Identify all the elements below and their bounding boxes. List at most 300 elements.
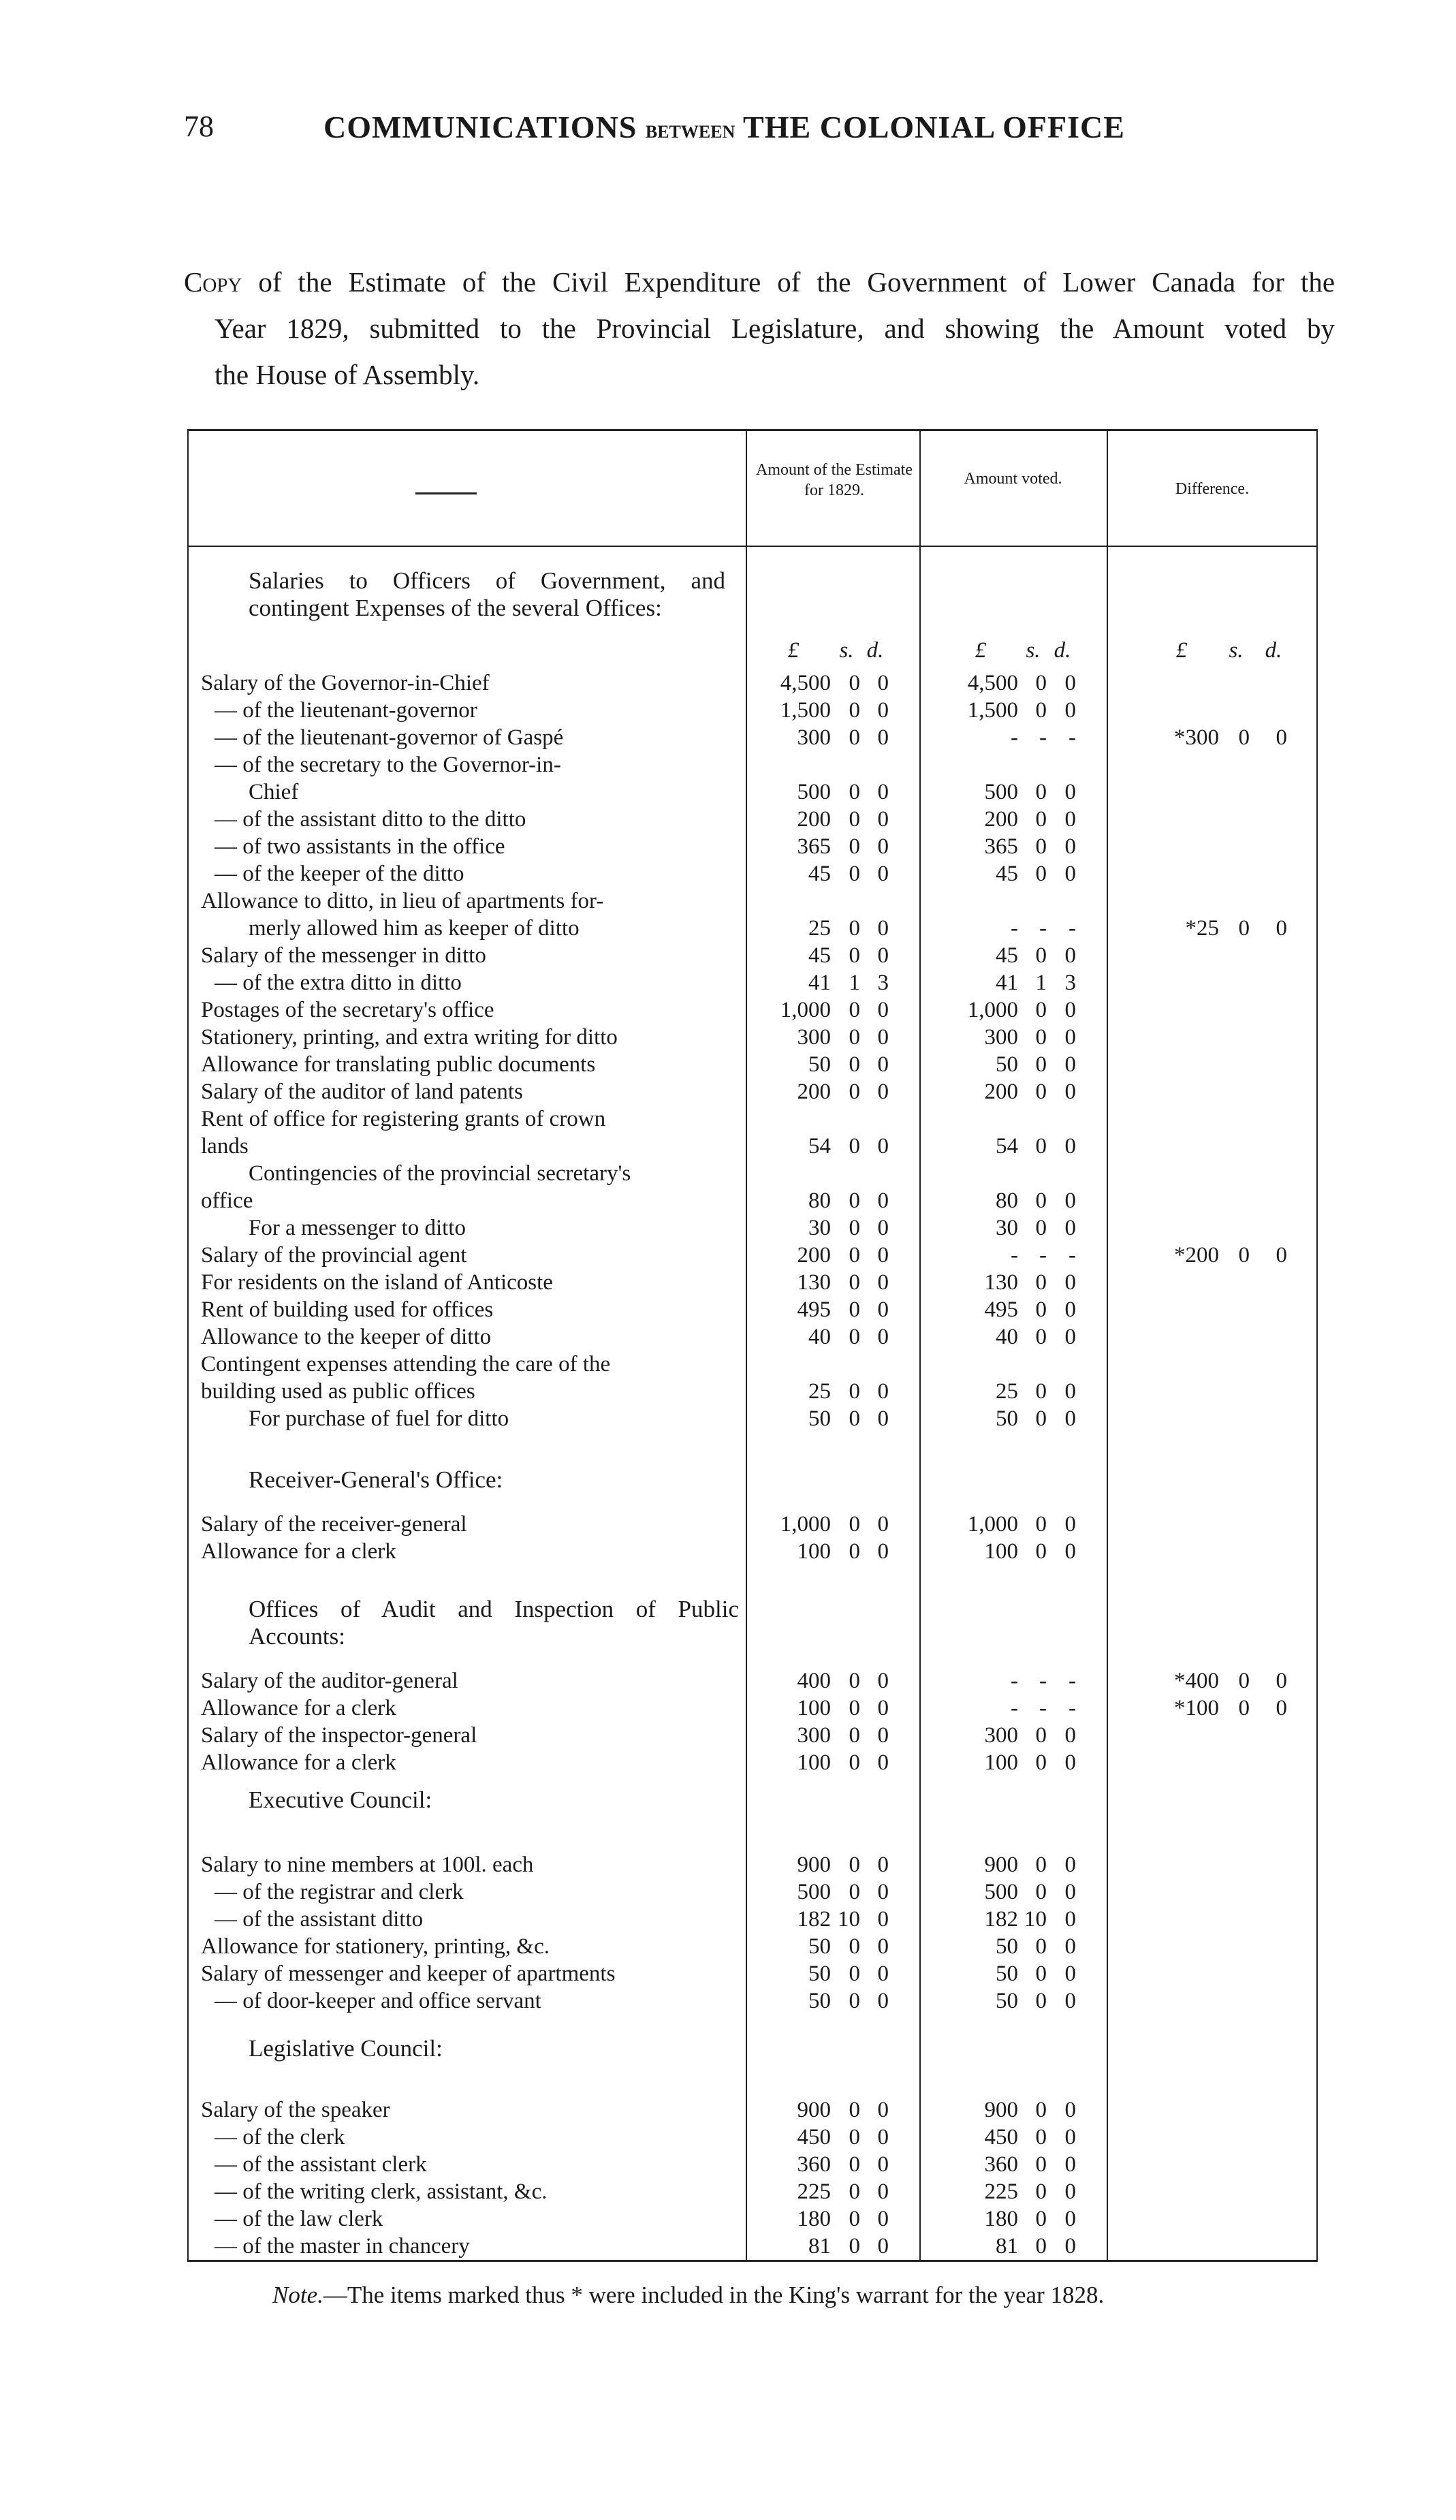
header-rule (187, 546, 1318, 547)
cell-est-shillings: 0 (849, 671, 860, 695)
cell-est-pence: 0 (877, 2179, 889, 2204)
cell-est-pence: 0 (877, 2152, 889, 2177)
cell-voted-pounds: 1,000 (967, 998, 1018, 1022)
row-label: Chief (249, 780, 299, 804)
cell-est-pounds: 100 (797, 1696, 831, 1720)
cell-voted-shillings: 0 (1035, 1853, 1047, 1877)
cell-est-pounds: 50 (808, 1934, 831, 1959)
cell-voted-pence: 0 (1064, 780, 1076, 804)
table-row (187, 1933, 1318, 1960)
table-row (187, 1214, 1318, 1242)
table-row (187, 1187, 1318, 1214)
cell-voted-pounds: 50 (996, 1406, 1018, 1431)
cell-voted-pounds: 1,500 (967, 698, 1018, 723)
table-row (187, 2124, 1318, 2151)
cell-est-shillings: 0 (849, 1962, 860, 1986)
cell-est-shillings: 0 (849, 698, 860, 723)
cell-est-pence: 0 (877, 998, 889, 1022)
cell-voted-pounds: - (1011, 1696, 1018, 1720)
cell-est-pence: 0 (877, 1134, 889, 1159)
cell-diff-pounds: *100 (1174, 1696, 1219, 1720)
row-label: Salary of the receiver-general (201, 1512, 467, 1537)
cell-voted-shillings: - (1039, 1669, 1047, 1693)
cell-est-pence: 0 (877, 1696, 889, 1720)
running-title-part2: THE COLONIAL OFFICE (743, 110, 1125, 144)
cell-voted-pounds: 41 (996, 971, 1018, 995)
cell-voted-pounds: 50 (996, 1989, 1018, 2013)
cell-voted-shillings: 0 (1035, 1723, 1047, 1748)
header-dash (415, 492, 477, 494)
cell-est-shillings: 0 (849, 1325, 860, 1349)
cell-est-shillings: 0 (849, 1406, 860, 1431)
cell-voted-pounds: 180 (984, 2207, 1018, 2231)
cell-voted-pence: 0 (1064, 998, 1076, 1022)
cell-est-shillings: 10 (838, 1907, 860, 1932)
cell-est-pounds: 500 (797, 780, 831, 804)
running-title (323, 109, 1125, 145)
cell-est-pounds: 450 (797, 2125, 831, 2149)
cell-est-pounds: 1,000 (780, 1512, 831, 1537)
cell-est-pence: 0 (877, 1325, 889, 1349)
estimate-table (187, 429, 1318, 2262)
table-row (187, 1024, 1318, 1051)
cell-diff-pounds: *25 (1185, 916, 1219, 941)
row-label: — of the assistant ditto to the ditto (215, 807, 526, 832)
cell-voted-pounds: 100 (984, 1750, 1018, 1775)
cell-voted-shillings: 0 (1035, 1379, 1047, 1404)
table-row (187, 1511, 1318, 1538)
cell-est-pounds: 100 (797, 1539, 831, 1564)
row-label: — of the assistant clerk (215, 2152, 427, 2177)
row-label: Contingent expenses attending the care of the (201, 1352, 611, 1376)
cell-est-pounds: 200 (797, 1243, 831, 1267)
cell-est-pence: 0 (877, 2234, 889, 2258)
table-row (187, 1296, 1318, 1323)
cell-voted-pence: 0 (1064, 2179, 1076, 2204)
cell-est-pounds: 4,500 (780, 671, 831, 695)
cell-voted-shillings: 0 (1035, 1134, 1047, 1159)
row-label: Postages of the secretary's office (201, 998, 494, 1022)
cell-voted-pence: 0 (1064, 2098, 1076, 2122)
cell-voted-shillings: 0 (1035, 2234, 1047, 2258)
cell-est-pounds: 50 (808, 1406, 831, 1431)
cell-voted-pence: 0 (1064, 1052, 1076, 1077)
table-row (187, 1078, 1318, 1105)
cell-voted-pounds: 45 (996, 943, 1018, 968)
cell-est-shillings: 0 (849, 943, 860, 968)
cell-voted-pence: 0 (1064, 1989, 1076, 2013)
cell-diff-pence: 0 (1276, 1669, 1287, 1693)
row-label: — of the secretary to the Governor-in- (215, 753, 561, 777)
table-row (187, 1351, 1318, 1378)
table-row (187, 1105, 1318, 1133)
row-label: Allowance for a clerk (201, 1696, 396, 1720)
cell-est-pounds: 180 (797, 2207, 831, 2231)
cell-voted-pence: - (1069, 916, 1076, 941)
caption-line-1 (184, 259, 1335, 305)
table-row (187, 1160, 1318, 1187)
cell-est-shillings: 0 (849, 862, 860, 886)
table-row (187, 697, 1318, 724)
cell-est-shillings: 0 (849, 834, 860, 859)
cell-est-pence: 0 (877, 1853, 889, 1877)
row-label: Salary of the Governor-in-Chief (201, 671, 490, 695)
row-label: Allowance for a clerk (201, 1539, 396, 1564)
table-row (187, 778, 1318, 806)
row-label: Salary to nine members at 100l. each (201, 1853, 534, 1877)
cell-diff-shillings: 0 (1238, 1243, 1250, 1267)
row-label: For residents on the island of Anticoste (201, 1270, 553, 1295)
currency-symbol-shillings: s. (1026, 638, 1041, 663)
cell-est-pounds: 495 (797, 1297, 831, 1322)
cell-voted-pence: 0 (1064, 1297, 1076, 1322)
cell-est-shillings: 0 (849, 1080, 860, 1104)
cell-est-pounds: 45 (808, 862, 831, 886)
cell-voted-pounds: 500 (984, 780, 1018, 804)
cell-voted-pounds: 130 (984, 1270, 1018, 1295)
cell-voted-pounds: 54 (996, 1134, 1018, 1159)
currency-symbol-shillings: s. (839, 638, 854, 663)
table-row (187, 969, 1318, 996)
cell-est-shillings: 0 (849, 998, 860, 1022)
cell-est-pence: 0 (877, 1379, 889, 1404)
cell-voted-pence: 0 (1064, 1025, 1076, 1050)
cell-est-shillings: 0 (849, 1723, 860, 1748)
cell-est-shillings: 0 (849, 2125, 860, 2149)
currency-symbol-pence: d. (1265, 638, 1282, 663)
cell-est-pence: 0 (877, 725, 889, 750)
cell-diff-pence: 0 (1276, 1243, 1287, 1267)
cell-est-shillings: 0 (849, 1243, 860, 1267)
row-label: Stationery, printing, and extra writing for ditto (201, 1025, 618, 1050)
cell-voted-pounds: 360 (984, 2152, 1018, 2177)
cell-est-pounds: 900 (797, 2098, 831, 2122)
cell-voted-shillings: 0 (1035, 1539, 1047, 1564)
cell-est-pence: 0 (877, 1052, 889, 1077)
cell-est-pounds: 225 (797, 2179, 831, 2204)
cell-diff-pounds: *200 (1174, 1243, 1219, 1267)
cell-voted-pence: 0 (1064, 1080, 1076, 1104)
header-voted: Amount voted. (964, 470, 1062, 488)
cell-voted-pence: 0 (1064, 1880, 1076, 1904)
row-label: — of door-keeper and office servant (215, 1989, 541, 2013)
cell-est-pence: 0 (877, 1750, 889, 1775)
cell-est-pence: 0 (877, 1406, 889, 1431)
cell-voted-pence: 0 (1064, 1750, 1076, 1775)
table-row (187, 2233, 1318, 2260)
document-caption (184, 259, 1335, 398)
cell-voted-pounds: 80 (996, 1188, 1018, 1213)
section-title: Executive Council: (249, 1786, 432, 1813)
row-label: — of the writing clerk, assistant, &c. (215, 2179, 548, 2204)
cell-voted-pence: 0 (1064, 1379, 1076, 1404)
cell-voted-pence: 0 (1064, 1723, 1076, 1748)
cell-voted-pence: 0 (1064, 1512, 1076, 1537)
cell-voted-pounds: - (1011, 916, 1018, 941)
cell-voted-shillings: 0 (1035, 671, 1047, 695)
table-row (187, 1695, 1318, 1722)
footnote (272, 2282, 1104, 2309)
cell-voted-pence: 0 (1064, 698, 1076, 723)
cell-est-shillings: 0 (849, 1052, 860, 1077)
cell-est-pence: 0 (877, 1025, 889, 1050)
cell-voted-shillings: 0 (1035, 1512, 1047, 1537)
cell-est-pounds: 1,500 (780, 698, 831, 723)
cell-voted-pounds: 25 (996, 1379, 1018, 1404)
cell-voted-pence: 0 (1064, 1539, 1076, 1564)
cell-est-pence: 0 (877, 1512, 889, 1537)
row-label: For a messenger to ditto (249, 1216, 466, 1240)
cell-est-pence: 0 (877, 1270, 889, 1295)
cell-diff-pounds: *400 (1174, 1669, 1219, 1693)
table-row (187, 915, 1318, 942)
cell-est-pence: 3 (877, 971, 889, 995)
row-label: Rent of office for registering grants of crown (201, 1107, 606, 1131)
cell-diff-shillings: 0 (1238, 725, 1250, 750)
cell-voted-shillings: 0 (1035, 2207, 1047, 2231)
cell-est-pounds: 182 (797, 1907, 831, 1932)
cell-est-pence: 0 (877, 1669, 889, 1693)
row-label: — of the registrar and clerk (215, 1880, 464, 1904)
cell-est-shillings: 0 (849, 2234, 860, 2258)
currency-symbol-pounds: £ (1175, 638, 1188, 663)
row-label: Salary of the auditor of land patents (201, 1080, 523, 1104)
cell-voted-shillings: 0 (1035, 2098, 1047, 2122)
cell-voted-pounds: 50 (996, 1934, 1018, 1959)
cell-voted-pounds: 900 (984, 2098, 1018, 2122)
cell-est-pounds: 50 (808, 1989, 831, 2013)
cell-est-pence: 0 (877, 916, 889, 941)
cell-voted-pounds: 365 (984, 834, 1018, 859)
cell-voted-pounds: 100 (984, 1539, 1018, 1564)
cell-est-pounds: 81 (808, 2234, 831, 2258)
section-title: Offices of Audit and Inspection of Public Accounts: (249, 1596, 739, 1650)
section-title: Salaries to Officers of Government, and contingent Expenses of the several Offices: (249, 567, 725, 621)
cell-est-shillings: 0 (849, 1216, 860, 1240)
cell-est-shillings: 0 (849, 2098, 860, 2122)
cell-est-pence: 0 (877, 2207, 889, 2231)
cell-voted-shillings: 0 (1035, 1025, 1047, 1050)
cell-diff-shillings: 0 (1238, 1696, 1250, 1720)
footnote-label: Note. (272, 2282, 323, 2308)
cell-voted-pence: 0 (1064, 2207, 1076, 2231)
cell-est-pounds: 360 (797, 2152, 831, 2177)
table-row (187, 1242, 1318, 1269)
table-row (187, 670, 1318, 697)
cell-voted-pence: 0 (1064, 1907, 1076, 1932)
cell-est-pounds: 54 (808, 1134, 831, 1159)
cell-est-pounds: 300 (797, 725, 831, 750)
cell-est-pounds: 50 (808, 1962, 831, 1986)
cell-est-shillings: 0 (849, 1853, 860, 1877)
table-row (187, 1269, 1318, 1296)
cell-voted-shillings: 0 (1035, 834, 1047, 859)
row-label: Allowance for stationery, printing, &c. (201, 1934, 550, 1959)
cell-est-pence: 0 (877, 1080, 889, 1104)
page-header (184, 109, 1342, 150)
cell-voted-shillings: 0 (1035, 1216, 1047, 1240)
cell-est-pence: 0 (877, 1188, 889, 1213)
cell-voted-pence: 0 (1064, 2152, 1076, 2177)
cell-voted-shillings: 0 (1035, 1934, 1047, 1959)
cell-voted-pounds: 40 (996, 1325, 1018, 1349)
cell-voted-shillings: 0 (1035, 943, 1047, 968)
cell-voted-shillings: 0 (1035, 2125, 1047, 2149)
row-label: Allowance for translating public documents (201, 1052, 596, 1077)
row-label: Rent of building used for offices (201, 1297, 494, 1322)
cell-voted-shillings: 0 (1035, 1406, 1047, 1431)
cell-est-shillings: 0 (849, 1188, 860, 1213)
cell-est-shillings: 0 (849, 2207, 860, 2231)
cell-voted-shillings: - (1039, 1243, 1047, 1267)
row-label: Allowance to ditto, in lieu of apartments for- (201, 889, 604, 913)
table-row (187, 2205, 1318, 2233)
table-row (187, 1133, 1318, 1160)
table-row (187, 1667, 1318, 1695)
cell-voted-pence: 0 (1064, 1216, 1076, 1240)
cell-voted-pounds: 900 (984, 1853, 1018, 1877)
cell-est-pence: 0 (877, 1962, 889, 1986)
cell-voted-shillings: 0 (1035, 1188, 1047, 1213)
cell-voted-pence: 0 (1064, 834, 1076, 859)
table-row (187, 1906, 1318, 1933)
cell-voted-pounds: 495 (984, 1297, 1018, 1322)
cell-voted-pence: 0 (1064, 671, 1076, 695)
cell-voted-pence: 0 (1064, 943, 1076, 968)
cell-voted-pence: 0 (1064, 1325, 1076, 1349)
table-row (187, 996, 1318, 1024)
cell-voted-pence: 0 (1064, 2125, 1076, 2149)
cell-voted-shillings: 0 (1035, 807, 1047, 832)
cell-est-shillings: 0 (849, 1025, 860, 1050)
table-row (187, 1538, 1318, 1565)
cell-voted-shillings: 0 (1035, 1989, 1047, 2013)
cell-est-pence: 0 (877, 862, 889, 886)
cell-voted-shillings: 0 (1035, 1880, 1047, 1904)
cell-est-pence: 0 (877, 807, 889, 832)
table-row (187, 1878, 1318, 1906)
cell-voted-pounds: 4,500 (967, 671, 1018, 695)
cell-est-pounds: 25 (808, 916, 831, 941)
cell-est-shillings: 0 (849, 1989, 860, 2013)
table-row (187, 806, 1318, 833)
cell-est-pence: 0 (877, 698, 889, 723)
cell-est-shillings: 0 (849, 1696, 860, 1720)
cell-voted-shillings: - (1039, 916, 1047, 941)
row-label: merly allowed him as keeper of ditto (249, 916, 580, 941)
cell-voted-pounds: - (1011, 1669, 1018, 1693)
currency-symbol-pounds: £ (787, 638, 800, 663)
table-row (187, 724, 1318, 751)
cell-est-shillings: 0 (849, 1270, 860, 1295)
cell-est-pounds: 400 (797, 1669, 831, 1693)
cell-voted-pounds: 200 (984, 807, 1018, 832)
cell-voted-shillings: 0 (1035, 998, 1047, 1022)
cell-voted-pounds: 30 (996, 1216, 1018, 1240)
table-row (187, 2178, 1318, 2205)
cell-voted-shillings: 0 (1035, 862, 1047, 886)
cell-est-shillings: 0 (849, 1512, 860, 1537)
cell-voted-pence: 0 (1064, 1962, 1076, 1986)
running-title-between: BETWEEN (645, 122, 735, 142)
table-row (187, 2151, 1318, 2178)
cell-est-pounds: 40 (808, 1325, 831, 1349)
cell-voted-pounds: 50 (996, 1052, 1018, 1077)
cell-est-pence: 0 (877, 943, 889, 968)
table-row (187, 751, 1318, 778)
cell-voted-pounds: 500 (984, 1880, 1018, 1904)
table-row (187, 942, 1318, 969)
cell-diff-shillings: 0 (1238, 1669, 1250, 1693)
cell-voted-shillings: 0 (1035, 1052, 1047, 1077)
caption-copy-word: Copy (184, 266, 242, 298)
cell-voted-shillings: 0 (1035, 780, 1047, 804)
cell-voted-pence: 3 (1064, 971, 1076, 995)
cell-voted-pounds: 182 (984, 1907, 1018, 1932)
cell-voted-pence: 0 (1064, 1134, 1076, 1159)
cell-voted-pounds: 1,000 (967, 1512, 1018, 1537)
cell-est-shillings: 0 (849, 1934, 860, 1959)
table-row (187, 1323, 1318, 1351)
caption-line-3: the House of Assembly. (215, 359, 480, 390)
cell-diff-pounds: *300 (1174, 725, 1219, 750)
cell-voted-pounds: 225 (984, 2179, 1018, 2204)
cell-est-pence: 0 (877, 1880, 889, 1904)
table-row (187, 1987, 1318, 2015)
row-label: — of the keeper of the ditto (215, 862, 464, 886)
cell-voted-pence: 0 (1064, 862, 1076, 886)
row-label: — of the clerk (215, 2125, 345, 2149)
cell-est-pence: 0 (877, 1907, 889, 1932)
table-row (187, 1722, 1318, 1749)
cell-diff-pence: 0 (1276, 916, 1287, 941)
cell-diff-pence: 0 (1276, 1696, 1287, 1720)
cell-est-pence: 0 (877, 1934, 889, 1959)
cell-voted-pounds: 200 (984, 1080, 1018, 1104)
cell-est-shillings: 0 (849, 1880, 860, 1904)
cell-voted-shillings: 1 (1035, 971, 1047, 995)
cell-voted-shillings: 0 (1035, 1962, 1047, 1986)
cell-est-pounds: 365 (797, 834, 831, 859)
row-label: Allowance to the keeper of ditto (201, 1325, 492, 1349)
cell-est-shillings: 1 (849, 971, 860, 995)
cell-est-shillings: 0 (849, 1750, 860, 1775)
cell-est-pence: 0 (877, 1216, 889, 1240)
cell-est-pounds: 100 (797, 1750, 831, 1775)
cell-est-shillings: 0 (849, 916, 860, 941)
cell-voted-pounds: 450 (984, 2125, 1018, 2149)
cell-diff-pence: 0 (1276, 725, 1287, 750)
cell-voted-shillings: - (1039, 725, 1047, 750)
row-label: building used as public offices (201, 1379, 475, 1404)
row-label: — of the extra ditto in ditto (215, 971, 462, 995)
cell-est-pence: 0 (877, 1723, 889, 1748)
cell-voted-pence: 0 (1064, 1853, 1076, 1877)
cell-est-pence: 0 (877, 834, 889, 859)
cell-est-pounds: 300 (797, 1025, 831, 1050)
table-row (187, 860, 1318, 887)
cell-voted-shillings: - (1039, 1696, 1047, 1720)
row-label: Salary of the auditor-general (201, 1669, 458, 1693)
currency-symbol-pence: d. (866, 638, 884, 663)
table-row (187, 887, 1318, 915)
row-label: — of two assistants in the office (215, 834, 505, 859)
currency-symbol-shillings: s. (1229, 638, 1244, 663)
row-label: lands (201, 1134, 249, 1159)
header-difference: Difference. (1175, 480, 1250, 498)
cell-voted-pence: 0 (1064, 1188, 1076, 1213)
cell-voted-pence: 0 (1064, 807, 1076, 832)
